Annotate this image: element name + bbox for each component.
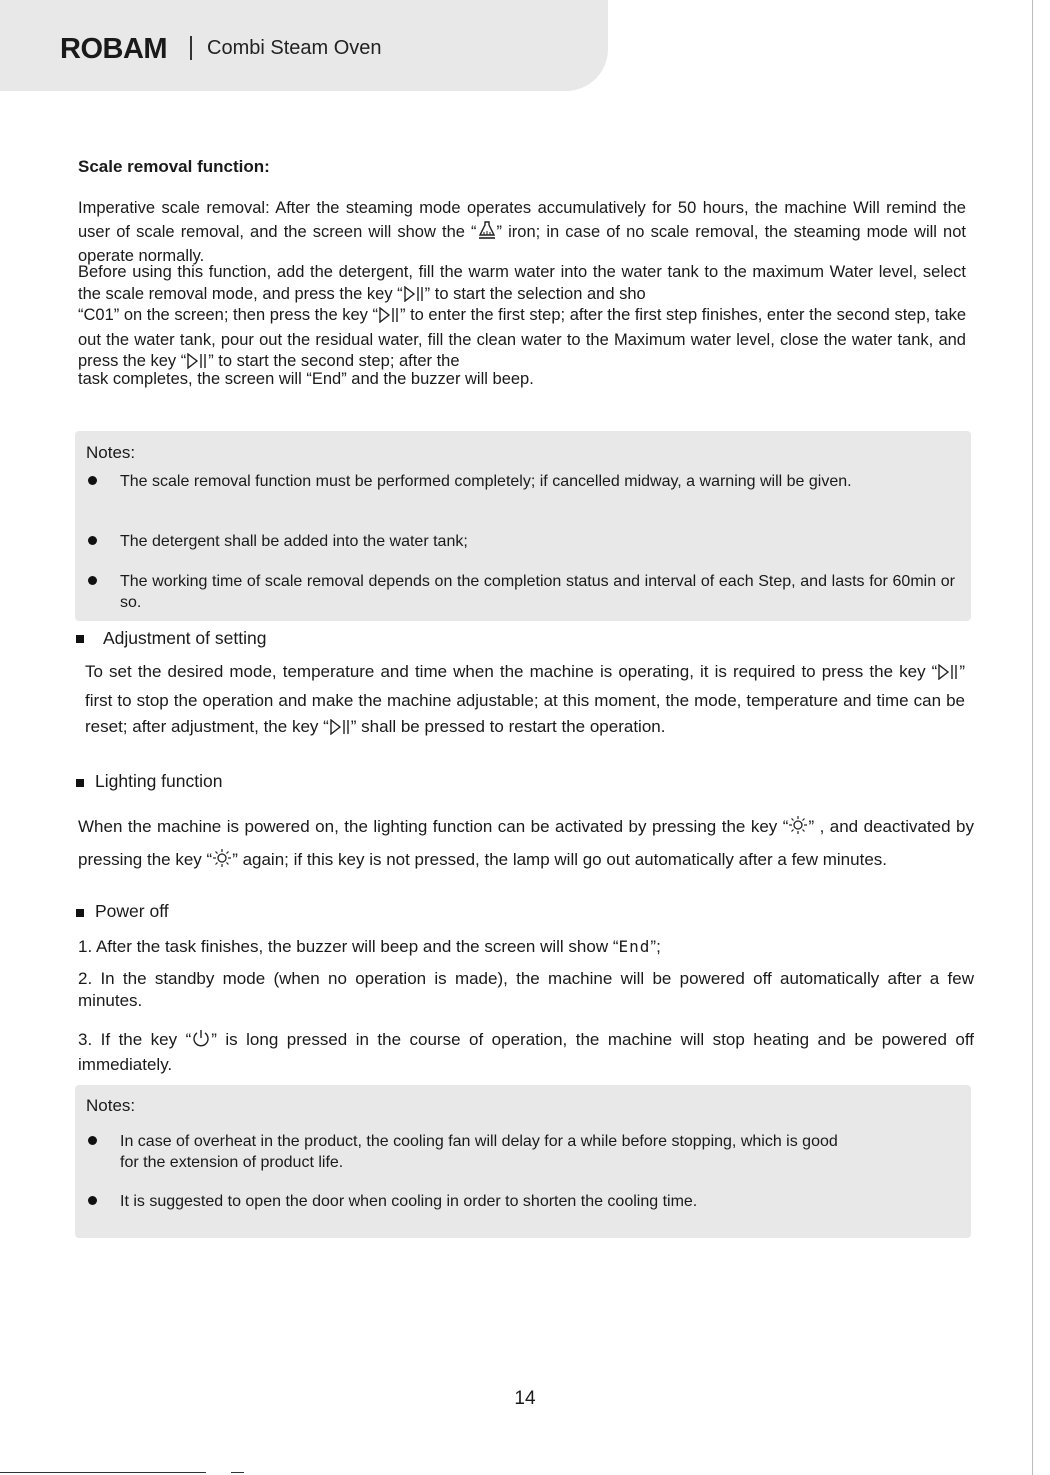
- bullet-dot: [88, 576, 97, 585]
- play-pause-icon: [329, 717, 351, 743]
- play-pause-icon: [378, 307, 400, 330]
- section-square-marker: [76, 635, 84, 643]
- lighting-paragraph: When the machine is powered on, the lighting function can be activated by pressing the key “ ” , and deactivated by pressing the key “ ” again; if this key is not pressed, the lamp will go out automatically after a few minutes.: [78, 812, 974, 878]
- page-edge-rule: [1032, 0, 1033, 1475]
- brand-logo: ROBAM: [60, 33, 168, 65]
- adjustment-paragraph: To set the desired mode, temperature and time when the machine is operating, it is required to press the key “ ” first to stop the operation and make the machine adjustable; at this moment, the mode, temperature and time can be reset; after adjustment, the key “ ” shall be pressed to restart the operation.: [85, 659, 965, 743]
- light-icon: [788, 815, 808, 845]
- bullet-dot: [88, 476, 97, 485]
- bullet-dot: [88, 536, 97, 545]
- lighting-heading: Lighting function: [95, 771, 223, 791]
- scale-removal-paragraph-3: “C01” on the screen; then press the key “ ” to enter the first step; after the first step finishes, enter the second step, take out the water tank, pour out the residual water, fill the clean water to the Maximum water level, close the water tank, and press the key “ ” to start the second step; after the: [78, 305, 966, 376]
- scale-removal-paragraph-2: Before using this function, add the detergent, fill the warm water into the water tank to the maximum Water level, select the scale removal mode, and press the key “ ” to start the selection and sho: [78, 262, 966, 308]
- power-icon: [191, 1028, 211, 1054]
- end-display-readout: End: [618, 937, 651, 956]
- power-off-item-1: 1. After the task finishes, the buzzer will beep and the screen will show “End”;: [78, 937, 661, 956]
- power-off-heading: Power off: [95, 901, 169, 921]
- descale-icon: [477, 220, 497, 247]
- note-item: The working time of scale removal depends on the completion status and interval of each Step, and lasts for 60min or so.: [120, 573, 955, 611]
- bullet-dot: [88, 1136, 97, 1145]
- notes-title: Notes:: [86, 443, 136, 462]
- product-title: Combi Steam Oven: [207, 37, 382, 59]
- scale-removal-paragraph-4: task completes, the screen will “End” and the buzzer will beep.: [78, 370, 534, 388]
- scale-removal-title: Scale removal function:: [78, 157, 270, 176]
- header-divider: [190, 36, 192, 60]
- page-number: 14: [514, 1388, 536, 1409]
- section-square-marker: [76, 779, 84, 787]
- notes-title: Notes:: [86, 1096, 136, 1115]
- light-icon: [212, 848, 232, 878]
- note-item: It is suggested to open the door when cooling in order to shorten the cooling time.: [120, 1193, 698, 1210]
- note-item: The scale removal function must be performed completely; if cancelled midway, a warning will be given.: [120, 473, 852, 490]
- notes-box-cooling: [75, 1085, 971, 1238]
- section-square-marker: [76, 909, 84, 917]
- scale-removal-paragraph-1: Imperative scale removal: After the steaming mode operates accumulatively for 50 hours, the machine Will remind the user of scale removal, and the screen will show the “ ” iron; in case of no scale removal, the steaming mode will not operate normally.: [78, 199, 966, 265]
- footer-rule: [0, 1472, 206, 1473]
- bullet-dot: [88, 1196, 97, 1205]
- play-pause-icon: [937, 662, 959, 688]
- notes-box-scale-removal: [75, 431, 971, 621]
- power-off-item-3: 3. If the key “ ” is long pressed in the course of operation, the machine will stop heating and be powered off immediately.: [78, 1030, 974, 1074]
- power-off-item-2: 2. In the standby mode (when no operation is made), the machine will be powered off automatically after a few minutes.: [78, 969, 974, 1010]
- note-item: The detergent shall be added into the water tank;: [120, 533, 468, 550]
- note-item: In case of overheat in the product, the cooling fan will delay for a while before stopping, which is good for the extension of product life.: [120, 1133, 838, 1171]
- footer-rule: [231, 1472, 244, 1473]
- adjustment-heading: Adjustment of setting: [103, 628, 267, 648]
